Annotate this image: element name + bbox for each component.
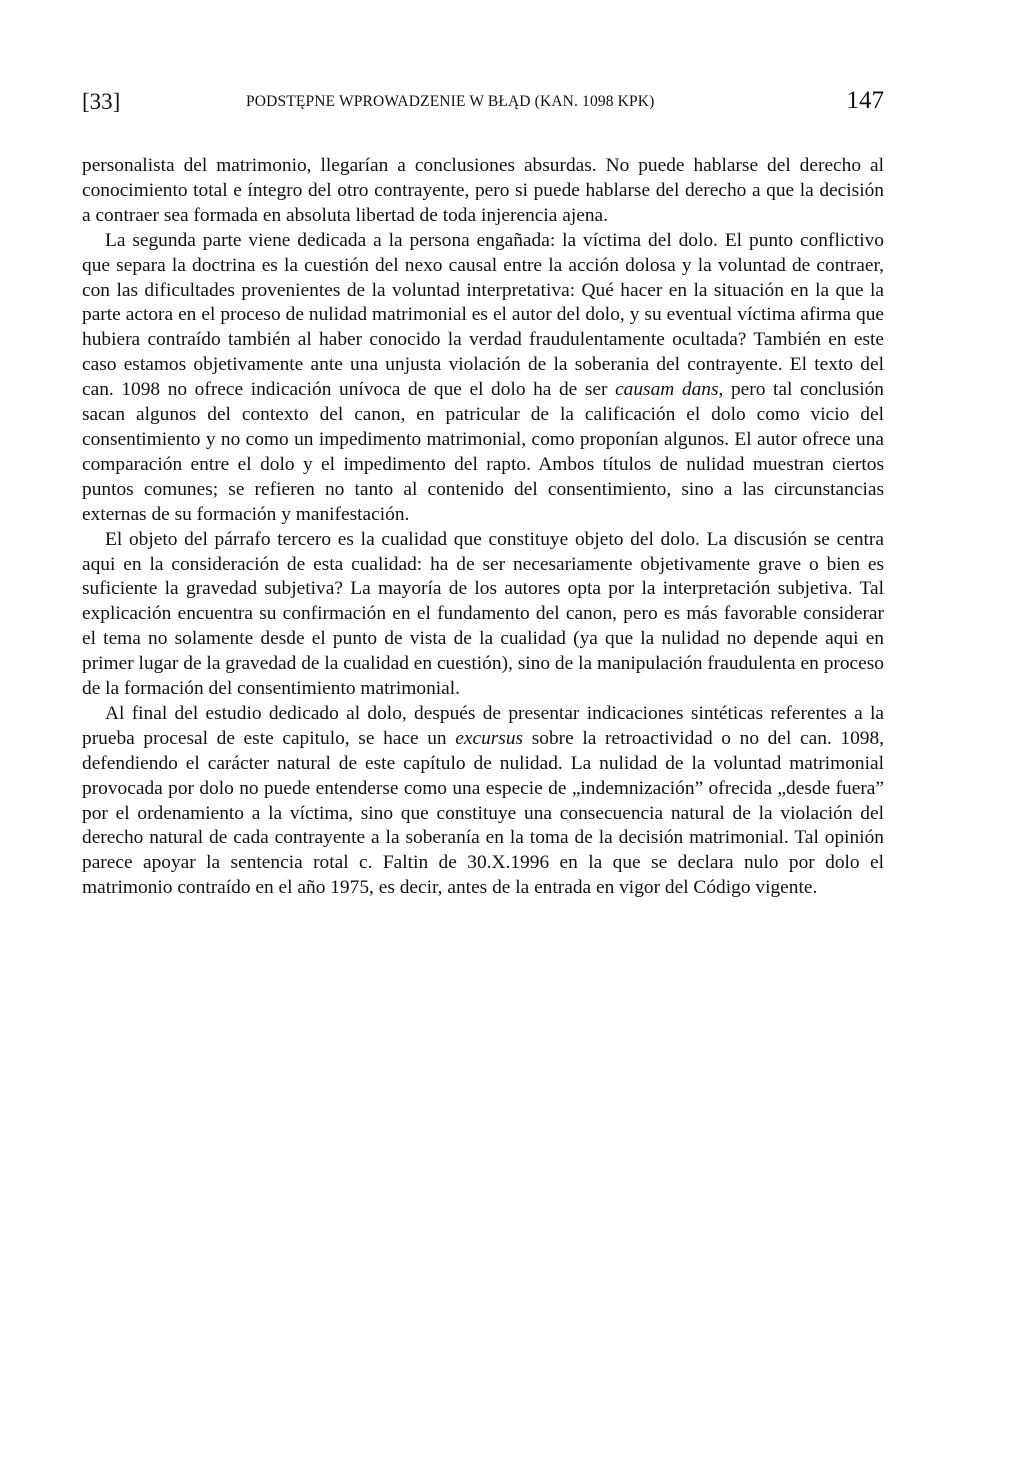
paragraph	[82, 229, 884, 528]
italic-term: excursus	[455, 727, 524, 749]
italic-term: causam dans	[615, 379, 719, 401]
paragraph-text: personalista del matrimonio, llegarían a conclusiones absurdas. No puede hablarse del derecho al conocimiento total e íntegro del otro contrayente, pero si puede hablarse del derecho a que la decisión a contraer sea formada en absoluta libertad de toda injerencia ajena.	[82, 155, 884, 226]
paragraph	[82, 702, 884, 901]
paragraph-text: , pero tal conclusión sacan algunos del contexto del canon, en patricular de la calificación el dolo como vicio del consentimiento y no como un impedimento matrimonial, como proponían algunos. El autor ofrece una comparación entre el dolo y el impedimento del rapto. Ambos títulos de nulidad muestran ciertos puntos comunes; se refieren no tanto al contenido del consentimiento, sino a las circunstancias externas de su formación y manifestación.	[82, 379, 884, 525]
paragraph	[82, 528, 884, 702]
running-head	[82, 86, 884, 122]
paragraph-text: sobre la retroactividad o no del can. 1098, defendiendo el carácter natural de este capítulo de nulidad. La nulidad de la voluntad matrimonial provocada por dolo no puede entenderse como una especie de „indemnización” ofrecida „desde fuera” por el ordenamiento a la víctima, sino que constituye una consecuencia natural de la violación del derecho natural de cada contrayente a la soberanía en la toma de la decisión matrimonial. Tal opinión parece apoyar la sentencia rotal c. Faltin de 30.X.1996 en la que se declara nulo por dolo el matrimonio contraído en el año 1975, es decir, antes de la entrada en vigor del Código vigente.	[82, 727, 885, 899]
paragraph	[82, 154, 884, 229]
page-number: 147	[846, 87, 884, 114]
body-text	[82, 154, 884, 901]
paragraph-text: Al final del estudio dedicado al dolo, después de presentar indicaciones sintéticas referentes a la prueba procesal de este capitulo, se hace un	[82, 702, 884, 749]
section-number: [33]	[82, 89, 121, 114]
running-head-title: PODSTĘPNE WPROWADZENIE W BŁĄD (KAN. 1098 KPK)	[246, 93, 655, 110]
paragraph-text: La segunda parte viene dedicada a la persona engañada: la víctima del dolo. El punto conflictivo que separa la doctrina es la cuestión del nexo causal entre la acción dolosa y la voluntad de contraer, con las dificultades provenientes de la voluntad interpretativa: Qué hacer en la situación en la que la parte actora en el proceso de nulidad matrimonial es el autor del dolo, y su eventual víctima afirma que hubiera contraído también al haber conocido la verdad fraudulentamente ocultada? También en este caso estamos objetivamente ante una unjusta violación de la soberania del contrayente. El texto del can. 1098 no ofrece indicación unívoca de que el dolo ha de ser	[82, 229, 884, 401]
paragraph-text: El objeto del párrafo tercero es la cualidad que constituye objeto del dolo. La discusión se centra aqui en la consideración de esta cualidad: ha de ser necesariamente objetivamente grave o bien es suficiente la gravedad subjetiva? La mayoría de los autores opta por la interpretación subjetiva. Tal explicación encuentra su confirmación en el fundamento del canon, pero es más favorable considerar el tema no solamente desde el punto de vista de la cualidad (ya que la nulidad no depende aqui en primer lugar de la gravedad de la cualidad en cuestión), sino de la manipulación fraudulenta en proceso de la formación del consentimiento matrimonial.	[82, 528, 884, 700]
